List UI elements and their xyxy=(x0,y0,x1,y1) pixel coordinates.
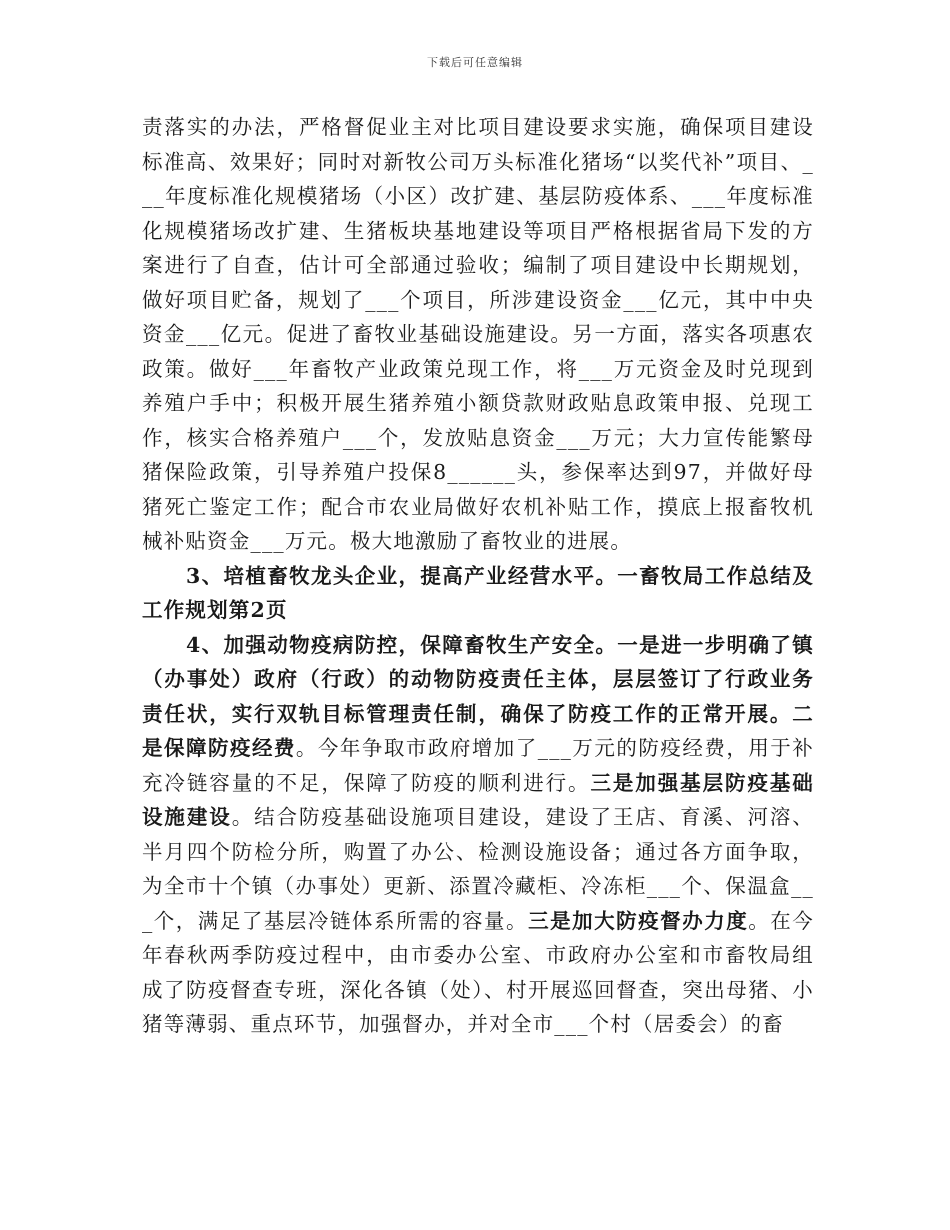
section-4-part-3: 。在今年春秋两季防疫过程中，由市委办公室、市政府办公室和市畜牧局组成了防疫督查专班，深化各镇（处）、村开展巡回督查，突出母猪、小猪等薄弱、重点环节，加强督办，并对全市___个村（居委会）的畜 xyxy=(142,908,815,1036)
section-4-lead: 4、加强动物疫病防控，保障畜牧生产安全。一是进一步明确了镇（办事处）政府（行政）的动物防疫责任主体，层层签订了行政业务责任状，实行双轨目标管理责任制，确保了防疫工作的正常开展。二是保障防疫经费 xyxy=(142,632,814,760)
paragraph-section-3-heading: 3、培植畜牧龙头企业，提高产业经营水平。一畜牧局工作总结及工作规划第2页 xyxy=(142,563,814,622)
page-header-note: 下载后可任意编辑 xyxy=(427,56,523,69)
section-4-bold-2: 三是加强基层防疫基础设施建设 xyxy=(142,770,815,829)
paragraph-project-funding: 责落实的办法，严格督促业主对比项目建设要求实施，确保项目建设标准高、效果好；同时对新牧公司万头标准化猪场“以奖代补”项目、___年度标准化规模猪场（小区）改扩建、基层防疫体系、___年度标准化规模猪场改扩建、生猪板块基地建设等项目严格根据省局下发的方案进行了自查，估计可全部通过验收；编制了项目建设中长期规划，做好项目贮备，规划了___个项目，所涉建设资金___亿元，其中中央资金___亿元。促进了畜牧业基础设施建设。另一方面，落实各项惠农政策。做好___年畜牧产业政策兑现工作，将___万元资金及时兑现到养殖户手中；积极开展生猪养殖小额贷款财政贴息政策申报、兑现工作，核实合格养殖户___个，发放贴息资金___万元；大力宣传能繁母猪保险政策，引导养殖户投保8______头，参保率达到97，并做好母猪死亡鉴定工作；配合市农业局做好农机补贴工作，摸底上报畜牧机械补贴资金___万元。极大地激励了畜牧业的进展。 xyxy=(142,115,814,553)
section-4-bold-3: 三是加大防疫督办力度 xyxy=(528,908,749,933)
document-body xyxy=(142,110,814,1042)
paragraph-section-4 xyxy=(142,628,814,1042)
section-4-part-1: 。今年争取市政府增加了___万元的防疫经费，用于补充冷链容量的不足，保障了防疫的顺利进行。 xyxy=(142,736,815,795)
section-4-part-2: 。结合防疫基础设施项目建设，建设了王店、育溪、河溶、半月四个防检分所，购置了办公、检测设施设备；通过各方面争取，为全市十个镇（办事处）更新、添置冷藏柜、冷冻柜___个、保温盒___个，满足了基层冷链体系所需的容量。 xyxy=(142,805,814,933)
